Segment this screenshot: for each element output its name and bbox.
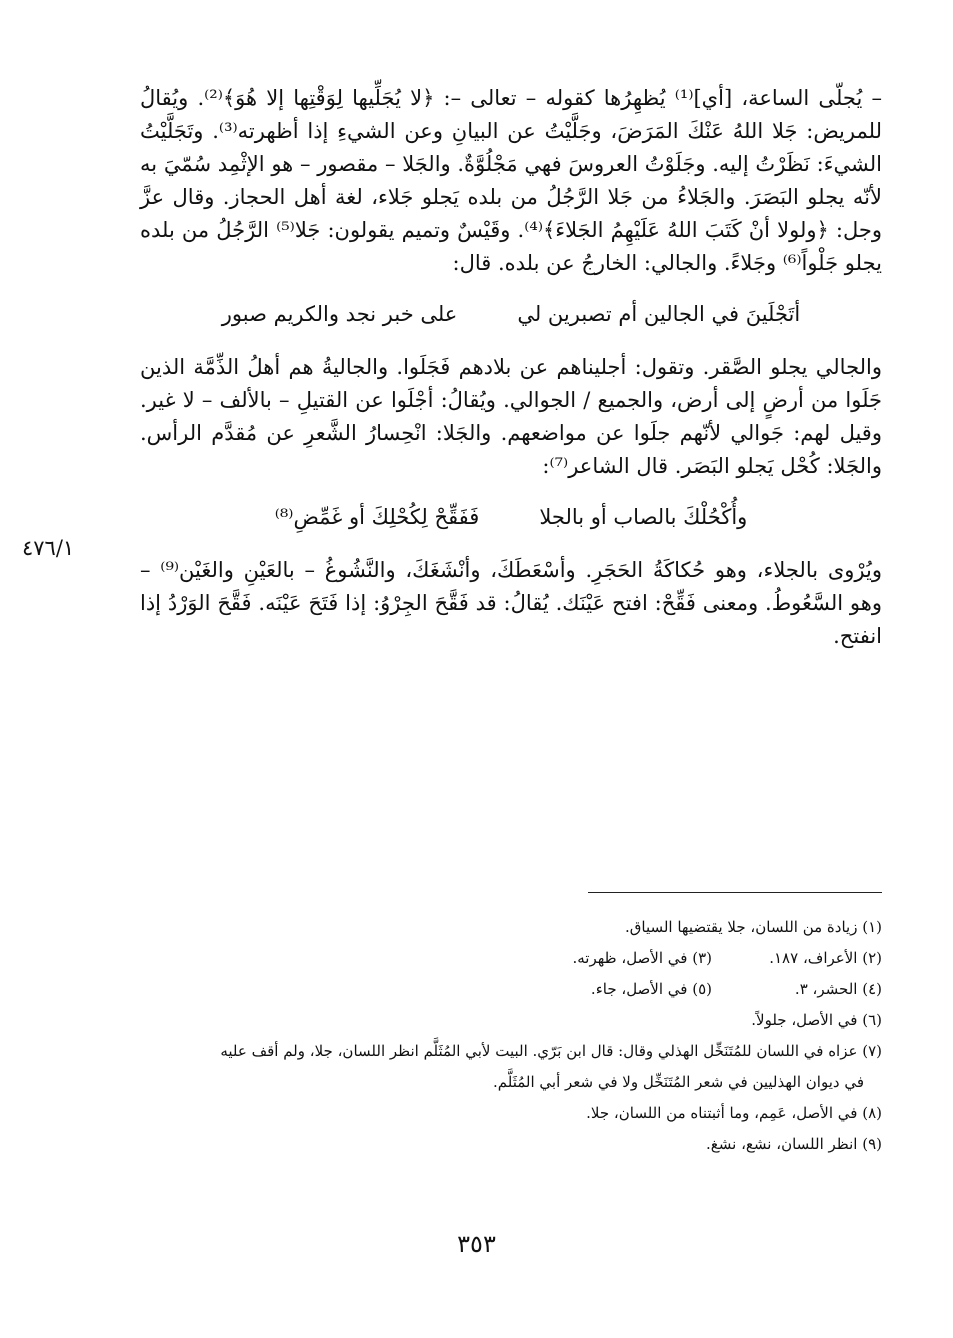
body-paragraph-3: ويُرْوى بالجلاء، وهو حُكاكَةُ الحَجَرِ. وأسْعَطَكَ، وأنْشَغَكَ، والنَّشُوغُ – بالعَيْنِ والغَيْن⁽⁹⁾ – وهو السَّعُوطُ. ومعنى فَقِّحْ: افتح عَيْنَك. يُقالُ: قد فَقَّحَ الجِرْوُ: إذا فَتَحَ عَيْنَه. فَقَّحَ الوَرْدُ إذا انفتح.	[140, 558, 882, 648]
verse-2-hemistich-2: فَفَقِّحْ لِكُحْلِكَ أو غَمِّضِ⁽⁸⁾	[274, 505, 480, 529]
main-text	[140, 82, 882, 653]
footnote-7-line-2: في ديوان الهذليين في شعر المُتَنَخِّل ولا في شعر أبي المُثَلَّم.	[492, 1073, 864, 1091]
footnote-divider	[588, 892, 882, 893]
verse-2-hemistich-1: وأُكْحُلْكَ بالصاب أو بالجلا	[539, 505, 748, 529]
footnote-8: (٨) في الأصل، عَمِم، وما أثبتناه من اللسان، جلا.	[586, 1104, 882, 1122]
footnote-7-line-1: (٧) عزاه في اللسان للمُتَنَخِّل الهذلي وقال: قال ابن بَرّي. البيت لأبي المُثَلَّم انظر اللسان، جلا، ولم أقف عليه	[220, 1042, 882, 1060]
page-number: ٣٥٣	[457, 1230, 496, 1258]
footnotes	[130, 912, 882, 1160]
footnote-row-4-5	[130, 974, 882, 1005]
footnote-5: (٥) في الأصل، جاء.	[590, 980, 712, 998]
footnote-9: (٩) انظر اللسان، نشع، نشغ.	[706, 1135, 882, 1153]
footnote-6: (٦) في الأصل، جلولاً.	[751, 1011, 882, 1029]
body-paragraph-1: – يُجلّى الساعة، [أي]⁽¹⁾ يُظهِرُها كقوله – تعالى –: ﴿لا يُجَلِّيها لِوَقْتِها إلا هُوَ﴾⁽²⁾. ويُقالُ للمريض: جَلا اللهُ عَنْكَ المَرَضَ، وجَلَّيْتُ عن البيانِ وعن الشيءِ إذا أظهرته⁽³⁾. وتَجَلَّيْتُ الشيءَ: نَظَرْتُ إليه. وجَلَوْتُ العروسَ فهي مَجْلُوَّةٌ. والجَلا – مقصور – هو الإثْمِد سُمّيَ به لأنّه يجلو البَصَرَ. والجَلاءُ من جَلا الرَّجُلُ من بلده يَجلو جَلاء، لغة أهل الحجاز. وقال عزَّ وجل: ﴿ولولا أنْ كَتَبَ اللهُ عَلَيْهِمُ الجَلاءَ﴾⁽⁴⁾. وقَيْسٌ وتميم يقولون: جَلا⁽⁵⁾ الرَّجُلُ من بلده يجلو جَلْواً⁽⁶⁾ وجَلاءً. والجالي: الخارجُ عن بلده. قال:	[140, 86, 883, 275]
verse-1	[140, 298, 882, 331]
footnote-3: (٣) في الأصل، ظهرته.	[572, 949, 712, 967]
margin-page-reference: ٤٧٦/١	[22, 536, 75, 560]
verse-1-hemistich-1: أتَجْلَينَ في الجالين أم تصبرين لي	[517, 302, 801, 326]
footnote-row-2-3	[130, 943, 882, 974]
body-paragraph-2: والجالي يجلو الصَّقر. وتقول: أجليناهم عن بلادهم فَجَلَوا. والجاليةُ هم أهلُ الذِّمَّة الذين جَلَوا من أرضٍ إلى أرض، والجميع / الجوالي. ويُقالُ: أجْلَوا عن القتيلِ – بالألف – لا غير. وقيل لهم: جَوالي لأنّهم جلَوا عن مواضعهم. والجَلا: انْحِسارُ الشَّعرِ عن مُقدَّم الرأس. والجَلا: كُحْل يَجلو البَصَر. قال الشاعر⁽⁷⁾:	[140, 355, 882, 478]
footnote-1: (١) زيادة من اللسان، جلا يقتضيها السياق.	[624, 918, 882, 936]
footnote-4: (٤) الحشر، ٣.	[794, 980, 882, 998]
verse-2	[140, 501, 882, 534]
verse-1-hemistich-2: على خبر نجد والكريم صبور	[221, 302, 458, 326]
footnote-2: (٢) الأعراف، ١٨٧.	[769, 949, 882, 967]
